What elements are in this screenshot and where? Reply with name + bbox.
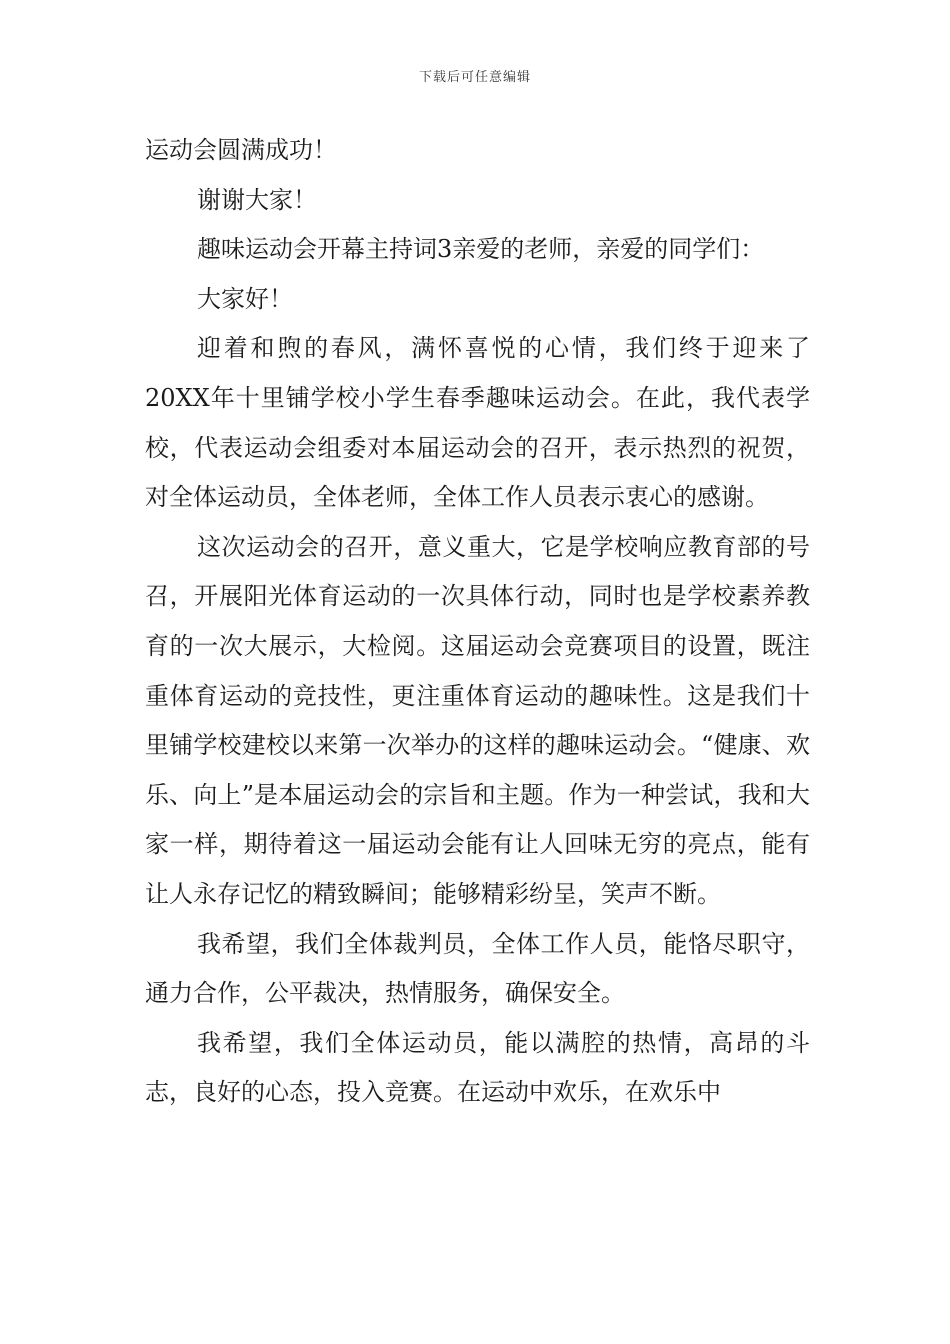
- paragraph: 迎着和煦的春风，满怀喜悦的心情，我们终于迎来了20XX年十里铺学校小学生春季趣味运动会。在此，我代表学校，代表运动会组委对本届运动会的召开，表示热烈的祝贺，对全体运动员，全体老师，全体工作人员表示衷心的感谢。: [145, 334, 810, 512]
- paragraph: 我希望，我们全体裁判员，全体工作人员，能恪尽职守，通力合作，公平裁决，热情服务，确保安全。: [145, 929, 810, 1008]
- paragraph: 趣味运动会开幕主持词3亲爱的老师，亲爱的同学们：: [197, 235, 765, 264]
- paragraph: 运动会圆满成功！: [145, 136, 337, 164]
- document-body: [145, 126, 810, 1118]
- paragraph: 谢谢大家！: [197, 185, 317, 214]
- paragraph: 我希望，我们全体运动员，能以满腔的热情，高昂的斗志，良好的心态，投入竞赛。在运动中欢乐，在欢乐中: [145, 1028, 810, 1107]
- paragraph: 这次运动会的召开，意义重大，它是学校响应教育部的号召，开展阳光体育运动的一次具体行动，同时也是学校素养教育的一次大展示，大检阅。这届运动会竞赛项目的设置，既注重体育运动的竞技性，更注重体育运动的趣味性。这是我们十里铺学校建校以来第一次举办的这样的趣味运动会。“健康、欢乐、向上”是本届运动会的宗旨和主题。作为一种尝试，我和大家一样，期待着这一届运动会能有让人回味无穷的亮点，能有让人永存记忆的精致瞬间；能够精彩纷呈，笑声不断。: [145, 532, 810, 908]
- paragraph: 大家好！: [197, 284, 293, 313]
- page-header: 下载后可任意编辑: [418, 70, 531, 85]
